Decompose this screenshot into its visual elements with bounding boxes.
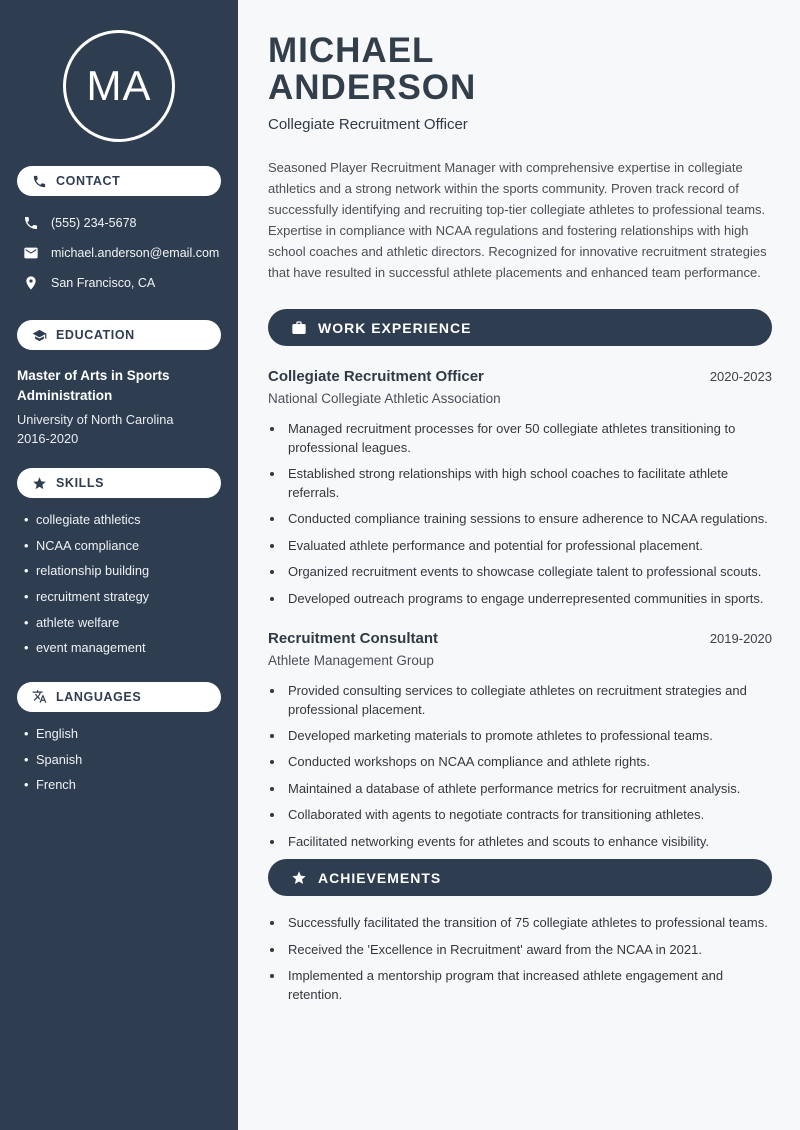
- contact-location-row: [0, 268, 238, 298]
- graduation-cap-icon: [32, 328, 47, 343]
- first-name: MICHAEL: [268, 31, 435, 70]
- phone-icon: [32, 174, 47, 189]
- language-item: • French: [24, 777, 221, 794]
- avatar: [63, 30, 175, 142]
- skills-section-title: SKILLS: [56, 476, 105, 491]
- contact-section-title: CONTACT: [56, 174, 121, 188]
- job-header: [268, 630, 772, 647]
- job-bullet: • Conducted workshops on NCAA compliance and athlete rights.: [285, 753, 772, 771]
- main-content: [238, 0, 800, 1130]
- language-item: • English: [24, 726, 221, 743]
- star-icon: [32, 476, 47, 491]
- education-degree: Master of Arts in Sports Administration: [17, 368, 170, 403]
- job-entry: [268, 630, 772, 851]
- skill-item: • event management: [24, 640, 221, 657]
- achievements-list: [268, 914, 772, 1004]
- contact-section-header: [17, 166, 221, 196]
- job-bullet: • Managed recruitment processes for over 50 collegiate athletes transitioning to professional leagues.: [285, 420, 772, 457]
- job-dates: 2019-2020: [709, 631, 772, 647]
- phone-icon: [23, 215, 39, 231]
- job-bullet: • Organized recruitment events to showcase collegiate talent to professional scouts.: [285, 563, 772, 581]
- job-header: [268, 368, 772, 385]
- contact-phone-value: (555) 234-5678: [51, 216, 137, 230]
- job-bullet: • Collaborated with agents to negotiate contracts for transitioning athletes.: [285, 806, 772, 824]
- skill-item: • collegiate athletics: [24, 512, 221, 529]
- languages-section-header: [17, 682, 221, 712]
- profile-summary: Seasoned Player Recruitment Manager with comprehensive expertise in collegiate athletics and a strong network within the sports community. Proven track record of successfully identifying and recruiting top-tier collegiate athletes to professional teams. Expertise in compliance with NCAA regulations and fostering relationships with high school coaches and athletic directors. Recognized for innovative recruitment strategies that have resulted in successful athlete placements and enhanced team performance.: [268, 160, 767, 281]
- language-item: • Spanish: [24, 752, 221, 769]
- job-bullet: • Provided consulting services to collegiate athletes on recruitment strategies and professional placement.: [285, 682, 772, 719]
- job-company: Athlete Management Group: [268, 653, 434, 669]
- languages-list: [0, 724, 238, 794]
- contact-email-row: [0, 238, 238, 268]
- page-title: [268, 32, 772, 106]
- achievement-bullet: • Successfully facilitated the transition of 75 collegiate athletes to professional teams.: [285, 914, 772, 932]
- achievements-section-header: [268, 859, 772, 896]
- achievement-bullet: • Received the 'Excellence in Recruitment' award from the NCAA in 2021.: [285, 941, 772, 959]
- location-icon: [23, 275, 39, 291]
- education-entry: [0, 362, 238, 446]
- education-school: University of North Carolina: [17, 412, 174, 428]
- skills-list: [0, 510, 238, 657]
- headline-job-title: Collegiate Recruitment Officer: [268, 116, 468, 134]
- job-bullet: • Facilitated networking events for athletes and scouts to enhance visibility.: [285, 833, 772, 851]
- skill-item: • athlete welfare: [24, 615, 221, 632]
- job-bullet: • Established strong relationships with high school coaches to facilitate athlete referrals.: [285, 465, 772, 502]
- skill-item: • recruitment strategy: [24, 589, 221, 606]
- translate-icon: [32, 689, 47, 704]
- job-bullet: • Maintained a database of athlete performance metrics for recruitment analysis.: [285, 780, 772, 798]
- last-name: ANDERSON: [268, 68, 477, 108]
- job-bullet: • Conducted compliance training sessions to ensure adherence to NCAA regulations.: [285, 510, 772, 528]
- achievements-section-title: ACHIEVEMENTS: [318, 869, 442, 886]
- achievement-bullet: • Implemented a mentorship program that increased athlete engagement and retention.: [285, 967, 772, 1004]
- work-experience-section-header: [268, 309, 772, 346]
- work-experience-section-title: WORK EXPERIENCE: [318, 319, 472, 336]
- job-title: Collegiate Recruitment Officer: [268, 368, 484, 386]
- skill-item: • NCAA compliance: [24, 538, 221, 555]
- job-title: Recruitment Consultant: [268, 630, 439, 648]
- contact-location-value: San Francisco, CA: [51, 276, 156, 290]
- job-bullets: [268, 420, 772, 608]
- job-bullet: • Developed marketing materials to promote athletes to professional teams.: [285, 727, 772, 745]
- job-entry: [268, 368, 772, 608]
- education-section-title: EDUCATION: [56, 328, 135, 342]
- contact-email-value: michael.anderson@email.com: [51, 246, 220, 260]
- job-bullets: [268, 682, 772, 851]
- job-company: National Collegiate Athletic Association: [268, 391, 501, 407]
- languages-section-title: LANGUAGES: [56, 689, 142, 704]
- job-bullet: • Developed outreach programs to engage underrepresented communities in sports.: [285, 590, 772, 608]
- briefcase-icon: [291, 320, 307, 336]
- sidebar: [0, 0, 238, 1130]
- job-bullet: • Evaluated athlete performance and potential for professional placement.: [285, 537, 772, 555]
- skills-section-header: [17, 468, 221, 498]
- contact-phone-row: [0, 208, 238, 238]
- job-dates: 2020-2023: [709, 369, 772, 385]
- email-icon: [23, 245, 39, 261]
- avatar-initials: MA: [86, 62, 152, 109]
- skill-item: • relationship building: [24, 563, 221, 580]
- education-dates: 2016-2020: [17, 431, 79, 447]
- star-icon: [291, 870, 307, 886]
- education-section-header: [17, 320, 221, 350]
